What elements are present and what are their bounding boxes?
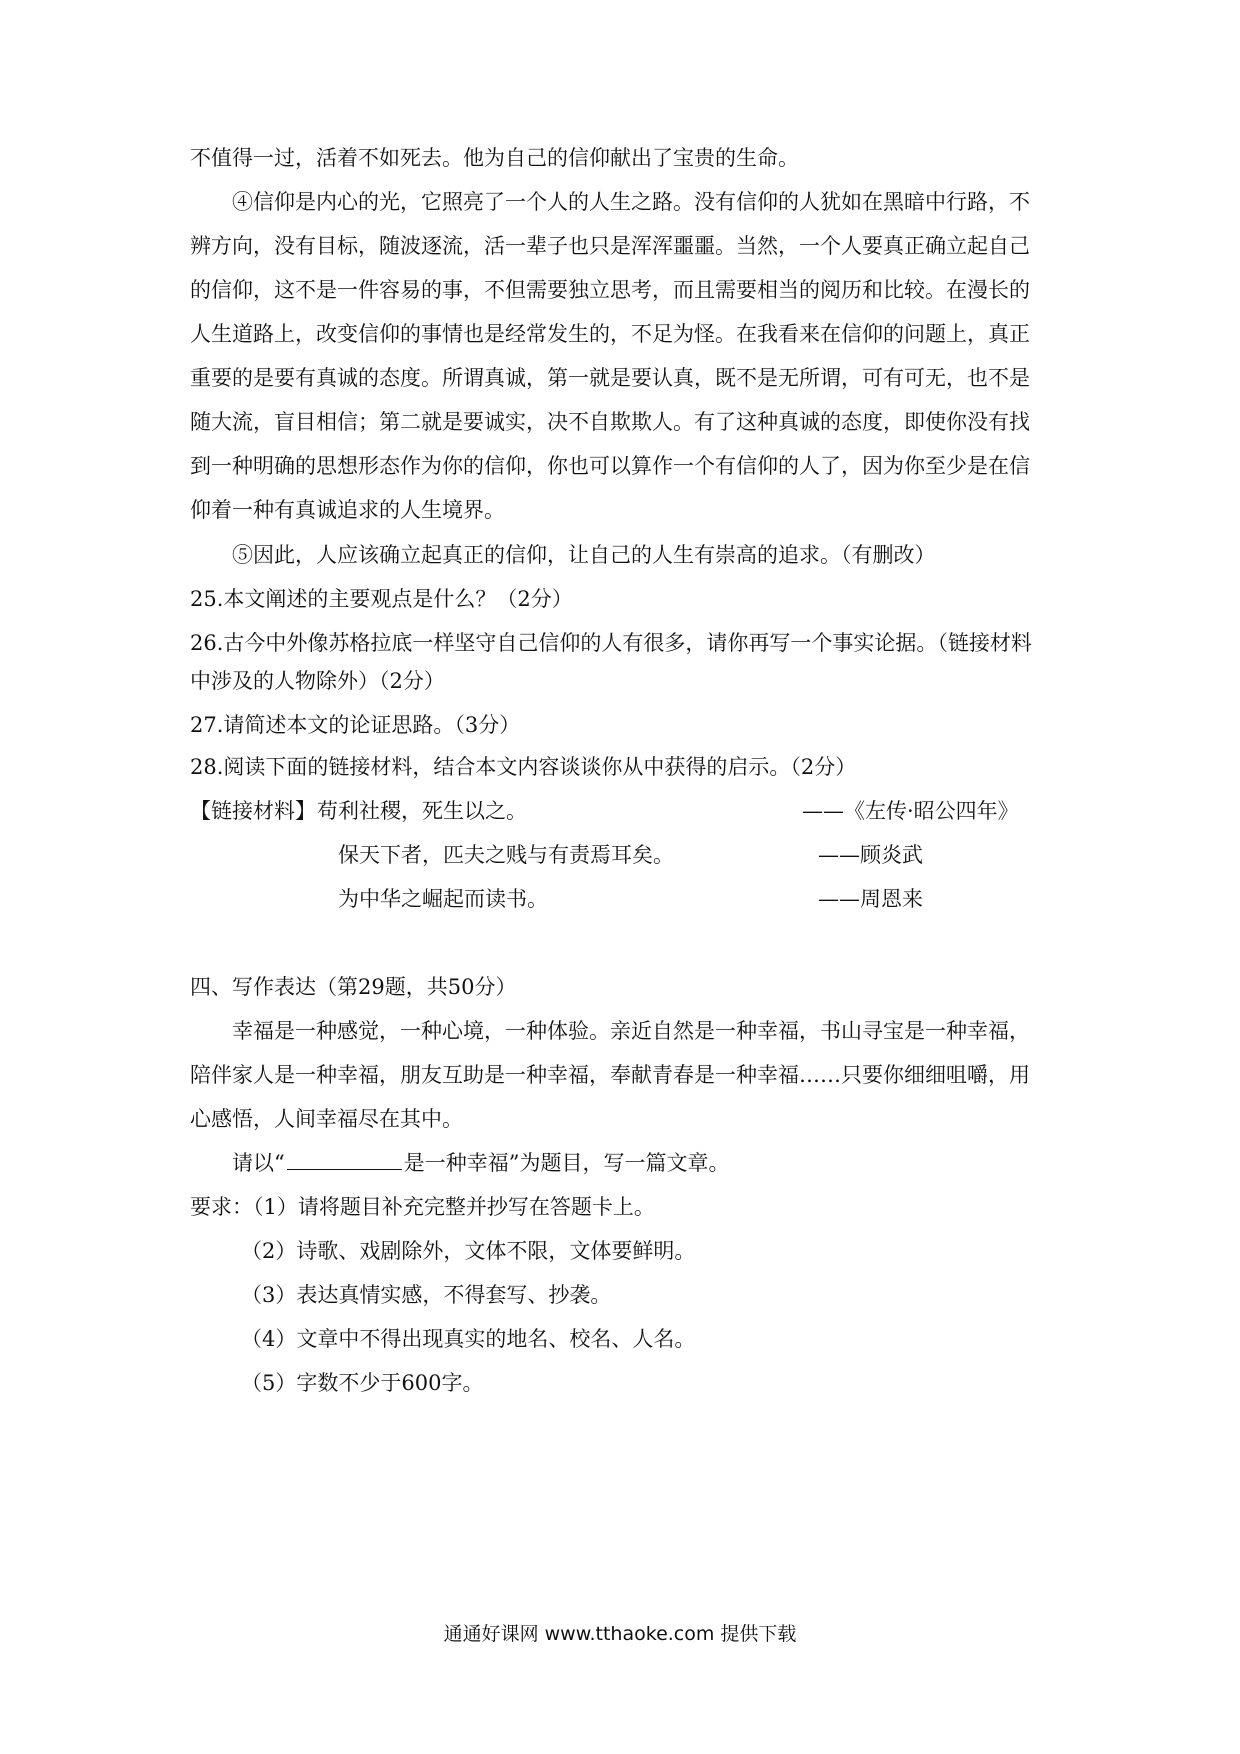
paragraph-4-line: 到一种明确的思想形态作为你的信仰，你也可以算作一个有信仰的人了，因为你至少是在信 [190,454,1030,478]
prompt-text-before: 请以“ [232,1151,285,1175]
prompt-text-after: 是一种幸福”为题目，写一篇文章。 [403,1151,730,1175]
question-25: 25.本文阐述的主要观点是什么？（2分） [190,587,573,611]
question-28: 28.阅读下面的链接材料，结合本文内容谈谈你从中获得的启示。（2分） [190,755,857,779]
paragraph-4-line: ④信仰是内心的光，它照亮了一个人的人生之路。没有信仰的人犹如在黑暗中行路，不 [232,190,1030,214]
link-quote-source: ——顾炎武 [818,843,923,867]
link-quote-text: 保天下者，匹夫之贱与有责焉耳矣。 [338,843,674,867]
paragraph-4-line: 仰着一种有真诚追求的人生境界。 [190,498,505,522]
link-quote-text: 为中华之崛起而读书。 [338,887,548,911]
paragraph-4-line: 的信仰，这不是一件容易的事，不但需要独立思考，而且需要相当的阅历和比较。在漫长的 [190,278,1030,302]
requirement-item: （5）字数不少于600字。 [241,1371,484,1395]
paragraph-5: ⑤因此，人应该确立起真正的信仰，让自己的人生有崇高的追求。（有删改） [232,543,936,567]
title-blank-line [287,1149,402,1170]
link-quote-source: ——《左传·昭公四年》 [802,799,1019,823]
paragraph-4-line: 人生道路上，改变信仰的事情也是经常发生的，不足为怪。在我看来在信仰的问题上，真正 [190,322,1030,346]
paragraph-4-line: 辨方向，没有目标，随波逐流，活一辈子也只是浑浑噩噩。当然，一个人要真正确立起自己 [190,234,1030,258]
requirements-line [190,1192,1050,1222]
link-material-label: 【链接材料】 [190,799,316,823]
question-26-continued: 中涉及的人物除外）（2分） [190,669,445,693]
page-footer: 通通好课网 www.tthaoke.com 提供下载 [443,1623,797,1645]
paragraph-4-line: 随大流，盲目相信；第二就是要诚实，决不自欺欺人。有了这种真诚的态度，即使你没有找 [190,410,1030,434]
paragraph-4-line: 重要的是要有真诚的态度。所谓真诚，第一就是要认真，既不是无所谓，可有可无，也不是 [190,366,1030,390]
requirement-item: （1）请将题目补充完整并抄写在答题卡上。 [253,1195,655,1219]
question-27: 27.请简述本文的论证思路。（3分） [190,713,521,737]
link-quote-source: ——周恩来 [818,887,923,911]
passage-paragraph-end: 不值得一过，活着不如死去。他为自己的信仰献出了宝贵的生命。 [190,146,799,170]
writing-intro-line: 陪伴家人是一种幸福，朋友互助是一种幸福，奉献青春是一种幸福……只要你细细咀嚼，用 [190,1063,1030,1087]
requirement-item: （3）表达真情实感，不得套写、抄袭。 [241,1283,612,1307]
writing-prompt [232,1148,1092,1178]
writing-intro-line: 幸福是一种感觉，一种心境，一种体验。亲近自然是一种幸福，书山寻宝是一种幸福， [232,1019,1030,1043]
requirements-label: 要求： [190,1195,253,1219]
requirement-item: （2）诗歌、戏剧除外，文体不限，文体要鲜明。 [241,1239,696,1263]
question-26: 26.古今中外像苏格拉底一样坚守自己信仰的人有很多，请你再写一个事实论据。（链接材料 [190,631,1032,655]
link-quote-text: 苟利社稷，死生以之。 [317,799,527,823]
requirement-item: （4）文章中不得出现真实的地名、校名、人名。 [241,1327,696,1351]
writing-intro-line: 心感悟，人间幸福尽在其中。 [190,1107,463,1131]
writing-section-heading: 四、写作表达（第29题，共50分） [190,975,517,999]
